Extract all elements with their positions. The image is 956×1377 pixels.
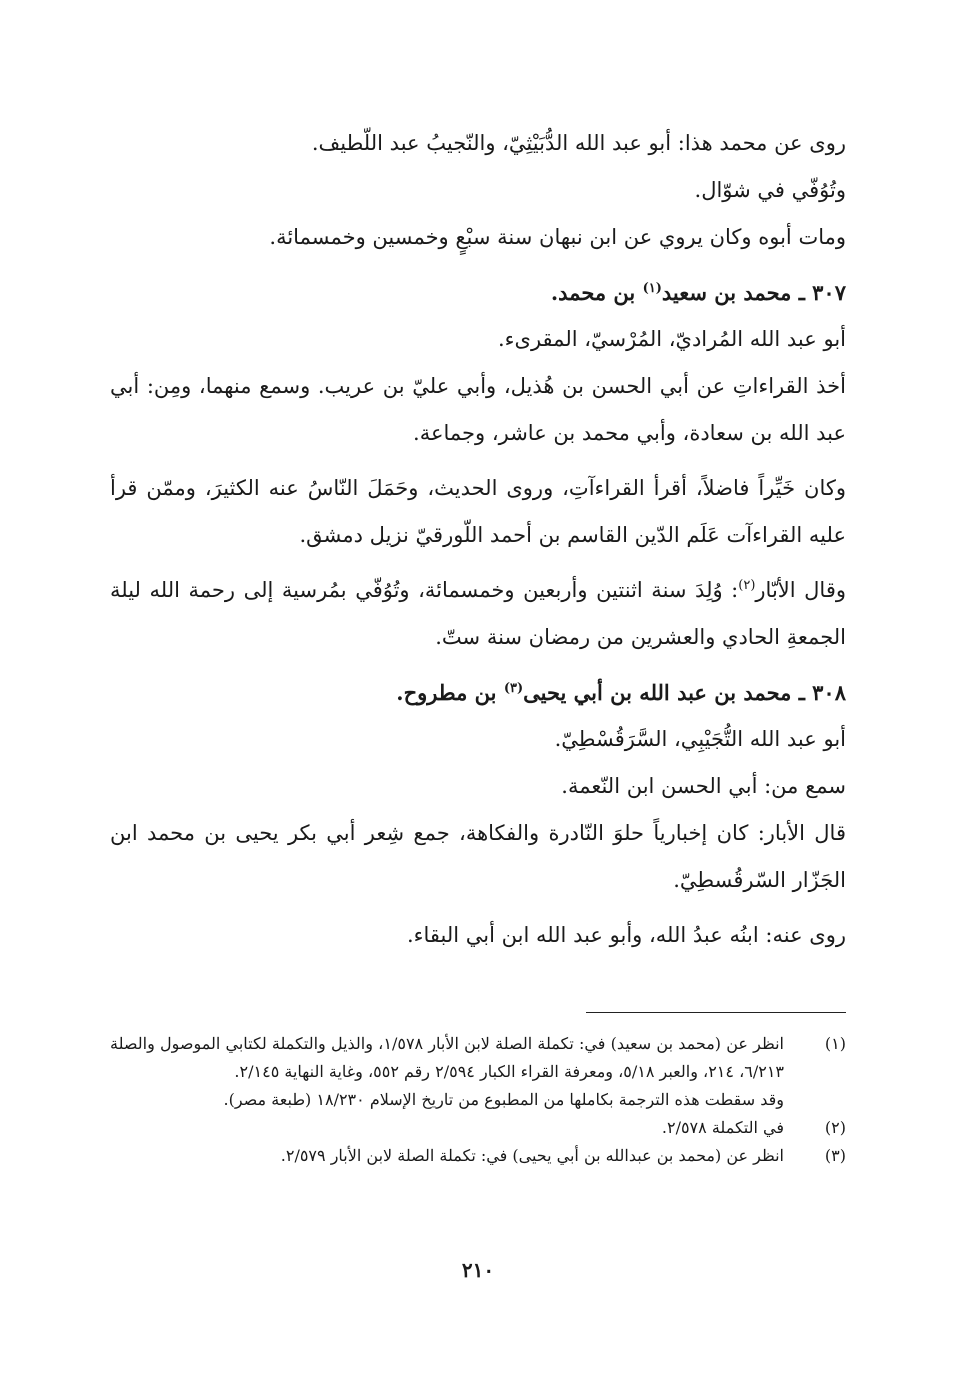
main-text bbox=[110, 120, 846, 959]
footnote-2 bbox=[110, 1114, 846, 1142]
entry-307-title bbox=[110, 269, 846, 316]
paragraph: سمع من: أبي الحسن ابن النّعمة. bbox=[561, 774, 846, 798]
entry-308-title-rest: بن مطروح. bbox=[396, 680, 504, 705]
paragraph: أبو عبد الله المُراديّ، المُرْسيّ، المقرىء. bbox=[497, 327, 846, 351]
paragraph: قال الأبار: كان إخبارياً حلوَ النّادرة والفكاهة، جمع شِعر أبي بكر يحيى بن محمد ابن الجَزّار السّرقُسطِيّ. bbox=[110, 821, 846, 892]
paragraph bbox=[110, 567, 846, 661]
footnote-text: انظر عن (محمد بن عبدالله بن أبي يحيى) في: تكملة الصلة لابن الأبار ٢/٥٧٩. bbox=[280, 1146, 784, 1165]
paragraph: روى عنه: ابنُه عبدُ الله، وأبو عبد الله ابن أبي البقاء. bbox=[406, 923, 846, 947]
entry-307-title-main: ٣٠٧ ـ محمد بن سعيد bbox=[661, 280, 846, 305]
footnotes bbox=[110, 1030, 846, 1170]
paragraph: أخذ القراءاتِ عن أبي الحسن بن هُذيل، وأبي عليّ بن عريب. وسمع منهما، ومِن: أبي عبد الله بن سعادة، وأبي محمد بن عاشر، وجماعة. bbox=[110, 374, 846, 445]
footnote-ref-1[interactable]: (١) bbox=[642, 281, 662, 296]
footnote-number: (١) bbox=[824, 1034, 846, 1053]
footnote-1 bbox=[110, 1030, 846, 1086]
footnote-1-extra: وقد سقطت هذه الترجمة بكاملها من المطبوع من تاريخ الإسلام ١٨/٢٣٠ (طبعة مصر). bbox=[223, 1090, 784, 1109]
footnote-ref-3[interactable]: (٣) bbox=[503, 681, 524, 696]
paragraph-text: وقال الأبّار bbox=[755, 578, 846, 602]
footnote-3 bbox=[110, 1142, 846, 1170]
page-number: ٢١٠ bbox=[461, 1258, 495, 1282]
footnote-text: في التكملة ٢/٥٧٨. bbox=[661, 1118, 784, 1137]
paragraph: وتُوُفّي في شوّال. bbox=[694, 178, 846, 202]
footnote-text: انظر عن (محمد بن سعيد) في: تكملة الصلة لابن الأبار ١/٥٧٨، والذيل والتكملة لكتابي الموصول والصلة ٦/٢١٣، ٢١٤، والعبر ٥/١٨، ومعرفة القراء الكبار ٢/٥٩٤ رقم ٥٥٢، وغاية النهاية ٢/١٤٥. bbox=[110, 1034, 784, 1081]
footnote-separator bbox=[586, 1012, 846, 1013]
footnote-number: (٢) bbox=[824, 1118, 846, 1137]
paragraph: أبو عبد الله التُّجَيْبِي، السَّرَقُسْطِيّ. bbox=[554, 727, 846, 751]
paragraph: وكان خَيِّراً فاضلاً، أقرأ القراءآتِ، وروى الحديث، وحَمَلَ النّاسُ عنه الكثيرَ، وممّن قرأ عليه القراءآت عَلَم الدّين القاسم بن أحمد اللّورقيّ نزيل دمشق. bbox=[110, 476, 846, 547]
entry-308-title bbox=[110, 669, 846, 716]
footnote-ref-2[interactable]: (٢) bbox=[738, 578, 756, 593]
paragraph: روى عن محمد هذا: أبو عبد الله الدُّبَيْثِيّ، والنّجيبُ عبد اللّطيف. bbox=[311, 131, 846, 155]
entry-307-title-rest: بن محمد. bbox=[550, 280, 643, 305]
footnote-number: (٣) bbox=[824, 1146, 846, 1165]
paragraph: ومات أبوه وكان يروي عن ابن نبهان سنة سبْعٍ وخمسين وخمسمائة. bbox=[269, 225, 846, 249]
paragraph-text: : وُلِدَ سنة اثنتين وأربعين وخمسمائة، وتُوُفّي بمُرسية إلى رحمة الله ليلة الجمعةِ الحادي والعشرين من رمضان سنة ستّ. bbox=[110, 578, 846, 649]
entry-308-title-main: ٣٠٨ ـ محمد بن عبد الله بن أبي يحيى bbox=[523, 680, 846, 705]
